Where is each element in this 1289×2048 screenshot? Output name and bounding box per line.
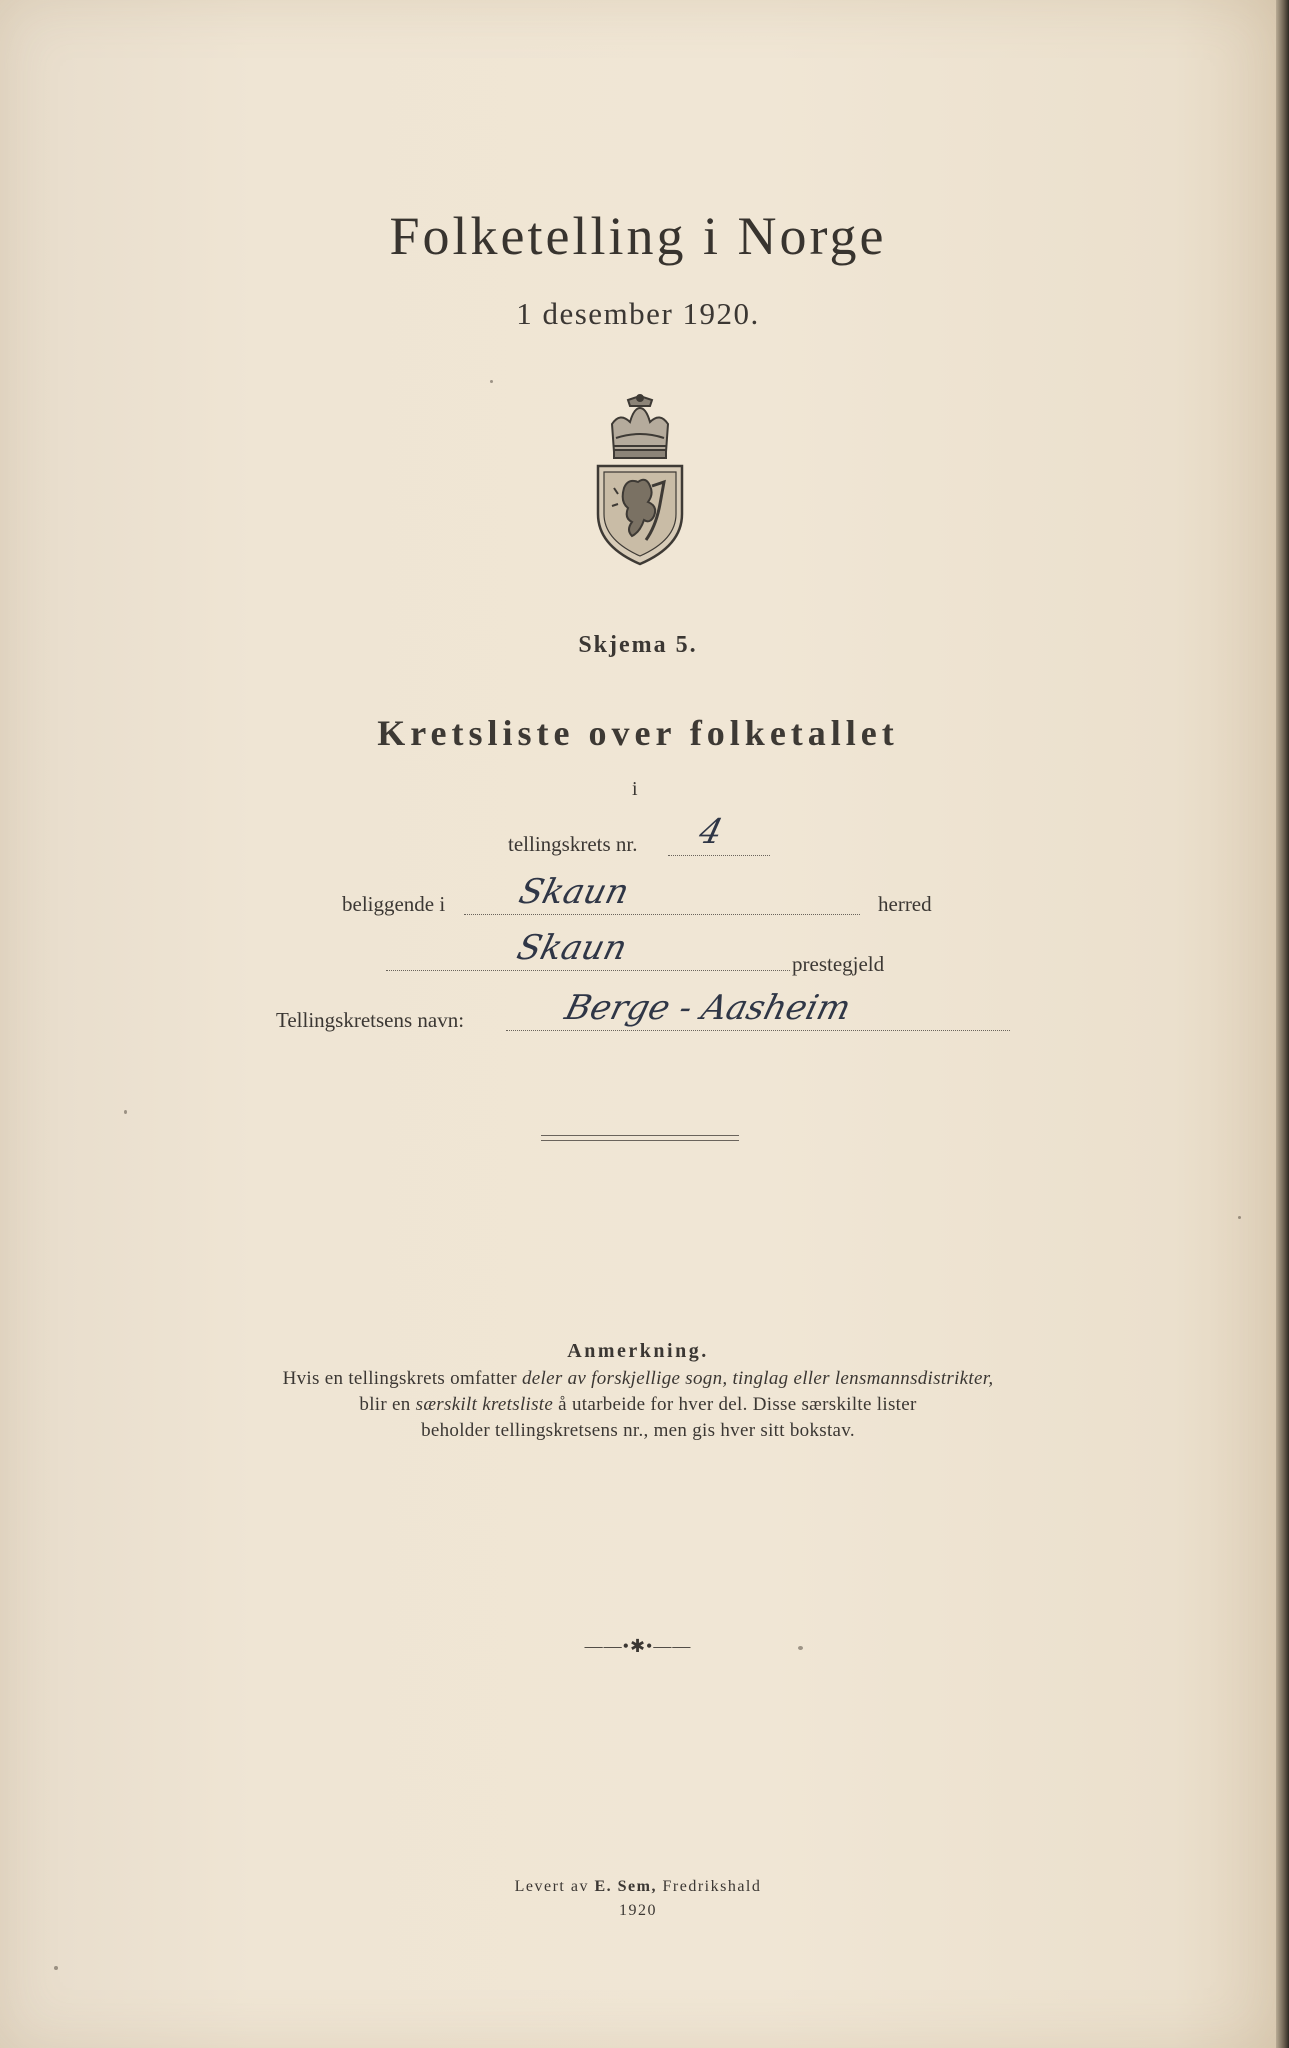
document-title: Folketelling i Norge	[389, 206, 887, 266]
census-date: 1 desember 1920.	[516, 296, 760, 331]
remark-line-1-text: Hvis en tellingskrets omfatter	[282, 1368, 517, 1389]
remark-line-2-text-c: å utarbeide for hver del. Disse særskilte lister	[558, 1394, 917, 1415]
remark-line-2	[0, 1394, 1276, 1416]
paper-speck	[1238, 1216, 1241, 1219]
remark-line-2-italic: særskilt kretsliste	[415, 1394, 554, 1415]
preposition: i	[632, 778, 638, 800]
district-name-label: Tellingskretsens navn:	[276, 1008, 465, 1032]
herred-label: herred	[878, 892, 932, 916]
paper-speck	[54, 1966, 58, 1970]
district-number-line	[668, 855, 770, 856]
double-rule	[541, 1135, 739, 1141]
parish-label: prestegjeld	[792, 952, 885, 976]
herred-line	[464, 914, 860, 915]
remark-line-2-text-a: blir en	[359, 1394, 411, 1415]
divider-ornament: ——•✱•——	[584, 1636, 692, 1656]
page-edge	[1276, 0, 1289, 2048]
printer-year: 1920	[619, 1902, 657, 1919]
printer-name: E. Sem,	[594, 1878, 657, 1895]
paper-speck	[124, 1110, 127, 1114]
printer-prefix: Levert av	[514, 1878, 589, 1895]
district-number-value: 4	[695, 812, 727, 852]
schema-number: Skjema 5.	[578, 632, 698, 658]
printer-place: Fredrikshald	[662, 1878, 762, 1895]
remark-line-3: beholder tellingskretsens nr., men gis hver sitt bokstav.	[421, 1420, 855, 1441]
herred-located-label: beliggende i	[342, 892, 446, 916]
herred-value: Skaun	[515, 872, 633, 912]
paper-speck	[798, 1646, 803, 1650]
form-heading: Kretsliste over folketallet	[377, 713, 899, 753]
paper-speck	[490, 380, 493, 383]
remark-line-1-italic: deler av forskjellige sogn, tinglag eller lensmannsdistrikter,	[521, 1368, 994, 1389]
district-name-line	[506, 1030, 1010, 1031]
remark-title: Anmerkning.	[567, 1340, 709, 1362]
district-name-value: Berge - Aasheim	[561, 988, 855, 1028]
remark-line-1	[0, 1368, 1276, 1390]
district-number-label: tellingskrets nr.	[508, 832, 638, 856]
parish-line	[386, 970, 790, 971]
parish-value: Skaun	[513, 928, 631, 968]
printer-line	[0, 1878, 1276, 1896]
norwegian-coat-of-arms-icon	[594, 394, 686, 566]
